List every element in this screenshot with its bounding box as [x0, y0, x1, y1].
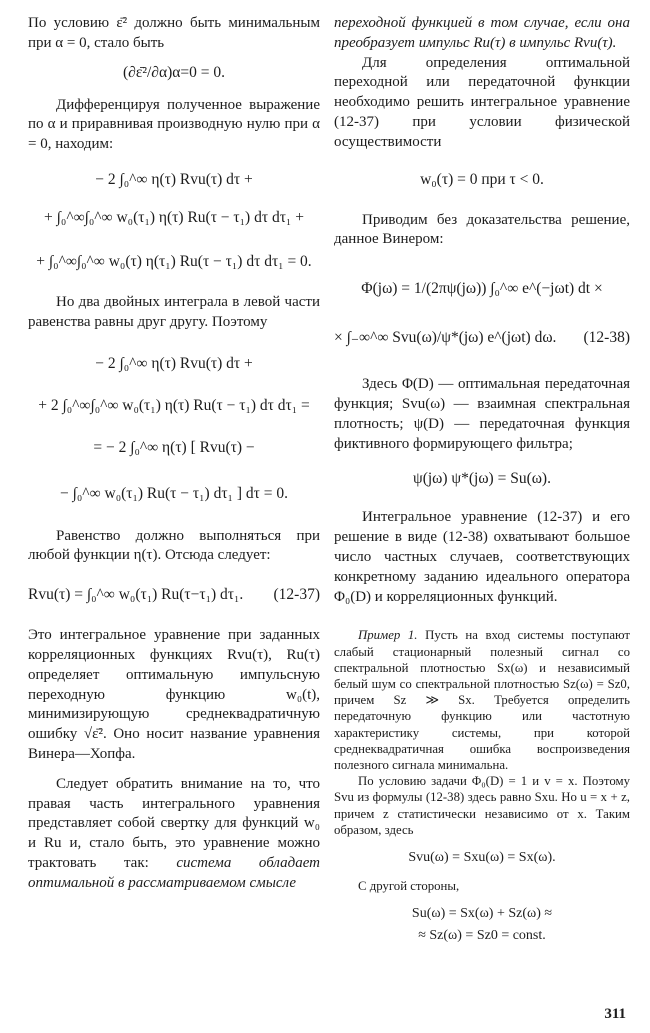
left-equation-2-line-2: + ∫₀^∞∫₀^∞ w₀(τ₁) η(τ) Ru(τ − τ₁) dτ dτ₁ + — [44, 208, 304, 226]
right-equation-2-body: × ∫₋∞^∞ Svu(ω)/ψ*(jω) e^(jωt) dω. — [334, 329, 557, 347]
right-paragraph-1: переходной функцией в том случае, если она преобразует импульс Ru(τ) в импульс Rvu(τ). — [334, 15, 630, 51]
right-equation-2-line-2 — [334, 328, 630, 347]
example-paragraph — [334, 627, 630, 773]
left-equation-3-line-4: − ∫₀^∞ w₀(τ₁) Ru(τ − τ₁) dτ₁ ] dτ = 0. — [60, 484, 288, 502]
left-equation-3-line-2: + 2 ∫₀^∞∫₀^∞ w₀(τ₁) η(τ) Ru(τ − τ₁) dτ dτ₁ = — [38, 396, 310, 414]
page-number: 311 — [604, 1006, 626, 1022]
example-text: Пусть на вход системы поступают слабый стационарный полезный сигнал со спектральной плотностью Sx(ω) и независимый белый шум со спектральной плотностью Sz(ω) = Sz0, причем Sz ≫ Sx. Требуется определить передаточную функцию или частотную характеристику системы, при которой среднеквадратичная ошибка воспроизведения полезного сигнала минимальна. — [334, 628, 630, 772]
example-block — [334, 627, 630, 944]
example-paragraph-2: По условию задачи Φ₀(D) = 1 и v = x. Поэтому Svu из формулы (12-38) здесь равно Sxu. Но u = x + z, причем z статистически независимо от x. Таким образом, здесь — [334, 774, 630, 837]
left-paragraph-3: Но два двойных интеграла в левой части равенства равны друг другу. Поэтому — [28, 293, 320, 330]
example-label: Пример 1. — [358, 628, 418, 643]
left-paragraph-5: Это интегральное уравнение при заданных корреляционных функциях Rvu(τ), Ru(τ) определяет оптимальную импульсную переходную функцию w₀(t), минимизирующую среднеквадратичную ошибку √ε̄². Оно носит название уравнения Винера—Хопфа. — [28, 627, 320, 762]
right-equation-3: ψ(jω) ψ*(jω) = Su(ω). — [413, 470, 551, 488]
left-equation-4-number: (12-37) — [273, 586, 320, 604]
left-paragraph-6-italic: система обладает оптимальной в рассматриваемом смысле — [28, 854, 320, 891]
right-paragraph-2: Для определения оптимальной переходной или передаточной функции необходимо решить интегральное уравнение (12-37) при условии физической осуществимости — [334, 54, 630, 150]
left-paragraph-4: Равенство должно выполняться при любой функции η(τ). Отсюда следует: — [28, 527, 320, 564]
left-column — [28, 14, 320, 894]
right-equation-5-line-1: Su(ω) = Sx(ω) + Sz(ω) ≈ — [411, 906, 553, 922]
left-paragraph-2: Дифференцируя полученное выражение по α и приравнивая производную нулю при α = 0, находим: — [28, 96, 320, 153]
left-equation-4 — [28, 586, 320, 604]
example-paragraph-3: С другой стороны, — [358, 878, 460, 893]
left-equation-4-body: Rvu(τ) = ∫₀^∞ w₀(τ₁) Ru(τ−τ₁) dτ₁. — [28, 586, 244, 604]
left-equation-3-line-1: − 2 ∫₀^∞ η(τ) Rvu(τ) dτ + — [95, 354, 253, 372]
left-equation-3-line-3: = − 2 ∫₀^∞ η(τ) [ Rvu(τ) − — [93, 438, 255, 456]
right-paragraph-5: Интегральное уравнение (12-37) и его решение в виде (12-38) охватывают большое число частных случаев, соответствующих конкретному заданию идеального оператора Φ₀(D) и корреляционных функций. — [334, 509, 630, 605]
right-equation-2-line-1: Φ(jω) = 1/(2πψ(jω)) ∫₀^∞ e^(−jωt) dt × — [361, 280, 603, 298]
right-equation-5-line-2: ≈ Sz(ω) = Sz0 = const. — [418, 928, 546, 944]
left-equation-2-line-3: + ∫₀^∞∫₀^∞ w₀(τ) η(τ₁) Ru(τ − τ₁) dτ dτ₁ = 0. — [36, 252, 312, 270]
right-paragraph-4: Здесь Φ(D) — оптимальная передаточная функция; Svu(ω) — взаимная спектральная плотность; ψ(D) — передаточная функция фиктивного формирующего фильтра; — [334, 376, 630, 452]
left-paragraph-6 — [28, 775, 320, 894]
left-equation-2-line-1: − 2 ∫₀^∞ η(τ) Rvu(τ) dτ + — [95, 170, 253, 188]
left-paragraph-6-text: Следует обратить внимание на то, что правая часть интегрального уравнения представляет собой свертку для функций w₀ и Ru и, стало быть, это уравнение можно трактовать так: — [28, 775, 320, 871]
right-equation-4: Svu(ω) = Sxu(ω) = Sx(ω). — [408, 849, 556, 865]
right-equation-1: w₀(τ) = 0 при τ < 0. — [420, 170, 544, 188]
right-paragraph-3: Приводим без доказательства решение, данное Винером: — [334, 211, 630, 248]
right-equation-2-number: (12-38) — [583, 328, 630, 346]
left-equation-1: (∂ε̄²/∂α)α=0 = 0. — [123, 63, 225, 81]
right-column — [334, 14, 630, 944]
left-paragraph-1: По условию ε̄² должно быть минимальным при α = 0, стало быть — [28, 15, 320, 51]
